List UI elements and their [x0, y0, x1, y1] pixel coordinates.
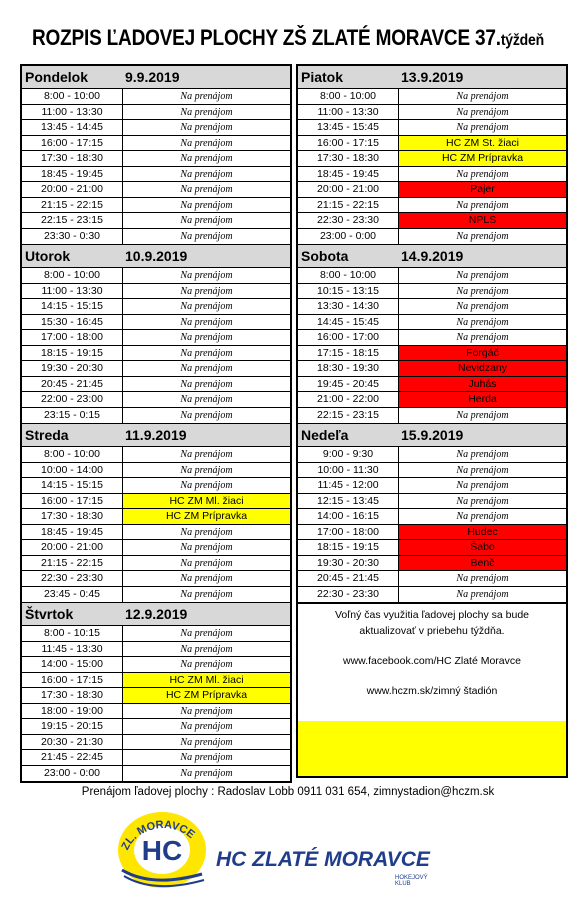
slot-status: Na prenájom: [456, 573, 509, 584]
time-slot: 13:45 - 15:45: [298, 120, 399, 135]
slot-status: Na prenájom: [456, 199, 509, 211]
website-link[interactable]: www.hczm.sk/zimný štadión: [366, 685, 498, 697]
time-slot: 21:00 - 22:00: [298, 392, 399, 407]
slot-status: Na prenájom: [456, 464, 509, 476]
schedule-row: [22, 198, 290, 214]
schedule-row: [22, 213, 290, 229]
slot-status: Na prenájom: [456, 122, 509, 133]
time-slot: 14:00 - 16:15: [298, 509, 399, 524]
time-slot: 11:00 - 13:30: [22, 105, 123, 120]
schedule-row: [22, 509, 290, 525]
time-slot: 23:00 - 0:00: [22, 766, 123, 782]
day-name: Štvrtok: [25, 606, 74, 622]
slot-status: Na prenájom: [180, 588, 233, 600]
slot-status: HC ZM Prípravka: [123, 509, 290, 524]
day-header: [22, 245, 290, 268]
schedule-row: [22, 642, 290, 658]
time-slot: 21:15 - 22:15: [298, 198, 399, 213]
schedule-row: [298, 587, 566, 603]
day-section: [298, 424, 566, 603]
day-name: Sobota: [301, 248, 349, 264]
time-slot: 20:00 - 21:00: [22, 540, 123, 555]
time-slot: 8:00 - 10:00: [22, 89, 123, 104]
time-slot: 18:45 - 19:45: [298, 167, 399, 182]
schedule-row: [22, 704, 290, 720]
time-slot: 23:15 - 0:15: [22, 408, 123, 424]
schedule-row: [298, 408, 566, 424]
day-header: [22, 66, 290, 89]
slot-status: Na prenájom: [180, 332, 233, 343]
time-slot: 13:30 - 14:30: [298, 299, 399, 314]
time-slot: 18:45 - 19:45: [22, 167, 123, 182]
contact-footer: Prenájom ľadovej plochy : Radoslav Lobb 0911 031 654, zimnystadion@hczm.sk: [81, 786, 495, 798]
time-slot: 18:15 - 19:15: [298, 540, 399, 555]
slot-status: Na prenájom: [180, 464, 233, 476]
title-suffix: týždeň: [500, 29, 544, 49]
slot-status: Na prenájom: [180, 316, 233, 328]
schedule-row: [22, 478, 290, 494]
slot-status: HC ZM Prípravka: [399, 151, 566, 166]
schedule-row: [298, 167, 566, 183]
time-slot: 11:00 - 13:30: [22, 284, 123, 299]
time-slot: 20:45 - 21:45: [298, 571, 399, 586]
slot-status: Na prenájom: [180, 721, 233, 732]
schedule-row: [22, 229, 290, 245]
slot-status: Na prenájom: [180, 137, 233, 149]
slot-status: Na prenájom: [180, 480, 233, 491]
slot-status: Na prenájom: [180, 106, 233, 118]
schedule-row: [22, 136, 290, 152]
time-slot: 17:30 - 18:30: [22, 151, 123, 166]
slot-status: Na prenájom: [180, 230, 233, 242]
day-date: 15.9.2019: [401, 427, 464, 443]
time-slot: 21:45 - 22:45: [22, 750, 123, 765]
schedule-row: [22, 89, 290, 105]
time-slot: 16:00 - 17:15: [22, 136, 123, 151]
logo-emblem: [112, 808, 222, 892]
slot-status: Na prenájom: [180, 347, 233, 359]
time-slot: 14:00 - 15:00: [22, 657, 123, 672]
day-name: Piatok: [301, 69, 344, 85]
schedule-row: [22, 556, 290, 572]
slot-status: Na prenájom: [180, 628, 233, 639]
schedule-row: [22, 750, 290, 766]
slot-status: HC ZM Ml. žiaci: [123, 494, 290, 509]
day-section: [22, 245, 290, 424]
schedule-row: [298, 361, 566, 377]
schedule-row: [298, 315, 566, 331]
slot-status: Na prenájom: [180, 285, 233, 297]
schedule-row: [22, 447, 290, 463]
schedule-row: [298, 229, 566, 245]
schedule-row: [298, 105, 566, 121]
slot-status: Na prenájom: [180, 378, 233, 390]
time-slot: 20:30 - 21:30: [22, 735, 123, 750]
time-slot: 22:30 - 23:30: [298, 587, 399, 603]
slot-status: Na prenájom: [456, 495, 509, 507]
notice-line: Voľný čas využitia ľadovej plochy sa bude: [334, 609, 530, 621]
time-slot: 8:00 - 10:00: [22, 447, 123, 462]
schedule-row: [298, 89, 566, 105]
schedule-row: [298, 463, 566, 479]
time-slot: 12:15 - 13:45: [298, 494, 399, 509]
schedule-row: [22, 330, 290, 346]
time-slot: 14:45 - 15:45: [298, 315, 399, 330]
time-slot: 23:45 - 0:45: [22, 587, 123, 603]
schedule-row: [298, 540, 566, 556]
time-slot: 17:15 - 18:15: [298, 346, 399, 361]
day-header: [22, 424, 290, 447]
schedule-row: [298, 494, 566, 510]
slot-status: Forgáč: [399, 346, 566, 361]
schedule-row: [298, 509, 566, 525]
schedule-row: [22, 657, 290, 673]
time-slot: 21:15 - 22:15: [22, 198, 123, 213]
schedule-row: [22, 673, 290, 689]
schedule-row: [22, 299, 290, 315]
time-slot: 17:30 - 18:30: [298, 151, 399, 166]
schedule-row: [298, 299, 566, 315]
slot-status: NPLS: [399, 213, 566, 228]
slot-status: Na prenájom: [456, 332, 509, 343]
time-slot: 10:15 - 13:15: [298, 284, 399, 299]
schedule-left-column: [20, 64, 292, 783]
slot-status: Na prenájom: [180, 122, 233, 133]
time-slot: 10:00 - 14:00: [22, 463, 123, 478]
day-header: [298, 424, 566, 447]
slot-status: Na prenájom: [180, 526, 233, 538]
time-slot: 20:00 - 21:00: [298, 182, 399, 197]
highlight-box: [298, 721, 566, 776]
slot-status: Na prenájom: [180, 449, 233, 460]
day-section: [298, 245, 566, 424]
time-slot: 14:15 - 15:15: [22, 478, 123, 493]
time-slot: 18:45 - 19:45: [22, 525, 123, 540]
schedule-row: [22, 408, 290, 424]
logo-ring-text: ZL. MORAVCE: [119, 818, 197, 853]
schedule-row: [22, 688, 290, 704]
schedule-row: [298, 447, 566, 463]
schedule-row: [298, 198, 566, 214]
time-slot: 17:00 - 18:00: [22, 330, 123, 345]
schedule-row: [22, 626, 290, 642]
slot-status: Juhás: [399, 377, 566, 392]
slot-status: Na prenájom: [456, 480, 509, 491]
slot-status: Na prenájom: [180, 542, 233, 553]
time-slot: 22:00 - 23:00: [22, 392, 123, 407]
slot-status: Herda: [399, 392, 566, 407]
schedule-row: [22, 494, 290, 510]
time-slot: 8:00 - 10:00: [298, 89, 399, 104]
slot-status: Na prenájom: [180, 270, 233, 281]
day-date: 11.9.2019: [125, 427, 187, 443]
schedule-row: [22, 392, 290, 408]
time-slot: 9:00 - 9:30: [298, 447, 399, 462]
slot-status: HC ZM Prípravka: [123, 688, 290, 703]
time-slot: 16:00 - 17:00: [298, 330, 399, 345]
schedule-row: [22, 167, 290, 183]
slot-status: Na prenájom: [180, 363, 233, 374]
schedule-row: [22, 377, 290, 393]
schedule-row: [22, 587, 290, 603]
slot-status: Na prenájom: [180, 168, 233, 180]
slot-status: Na prenájom: [180, 557, 233, 569]
schedule-row: [22, 182, 290, 198]
schedule-row: [298, 268, 566, 284]
time-slot: 15:30 - 16:45: [22, 315, 123, 330]
schedule-row: [22, 766, 290, 782]
schedule-row: [298, 346, 566, 362]
time-slot: 14:15 - 15:15: [22, 299, 123, 314]
schedule-row: [22, 361, 290, 377]
schedule-row: [22, 105, 290, 121]
day-section: [22, 66, 290, 245]
slot-status: Na prenájom: [180, 153, 233, 164]
day-header: [298, 66, 566, 89]
slot-status: Na prenájom: [456, 168, 509, 180]
slot-status: HC ZM Ml. žiaci: [123, 673, 290, 688]
slot-status: Na prenájom: [180, 199, 233, 211]
slot-status: HC ZM St. žiaci: [399, 136, 566, 151]
schedule-row: [22, 719, 290, 735]
slot-status: Na prenájom: [180, 736, 233, 748]
slot-status: Na prenájom: [456, 409, 509, 421]
schedule-row: [298, 330, 566, 346]
schedule-row: [298, 284, 566, 300]
schedule-row: [298, 151, 566, 167]
schedule-row: [22, 571, 290, 587]
title-main: ROZPIS ĽADOVEJ PLOCHY ZŠ ZLATÉ MORAVCE 37.: [32, 26, 501, 51]
schedule-row: [298, 392, 566, 408]
day-header: [298, 245, 566, 268]
time-slot: 11:45 - 12:00: [298, 478, 399, 493]
time-slot: 11:45 - 13:30: [22, 642, 123, 657]
day-name: Nedeľa: [301, 427, 349, 443]
slot-status: Benč: [399, 556, 566, 571]
slot-status: Na prenájom: [456, 511, 509, 522]
time-slot: 8:00 - 10:00: [298, 268, 399, 283]
slot-status: Na prenájom: [456, 588, 509, 600]
time-slot: 16:00 - 17:15: [22, 494, 123, 509]
slot-status: Na prenájom: [180, 705, 233, 717]
day-date: 12.9.2019: [125, 606, 188, 622]
schedule-row: [298, 136, 566, 152]
schedule-row: [298, 556, 566, 572]
slot-status: Na prenájom: [180, 767, 233, 779]
schedule-row: [22, 268, 290, 284]
slot-status: Na prenájom: [456, 301, 509, 312]
schedule-row: [298, 182, 566, 198]
time-slot: 11:00 - 13:30: [298, 105, 399, 120]
time-slot: 18:15 - 19:15: [22, 346, 123, 361]
slot-status: Na prenájom: [180, 643, 233, 655]
schedule-row: [298, 213, 566, 229]
time-slot: 16:00 - 17:15: [298, 136, 399, 151]
day-date: 13.9.2019: [401, 69, 464, 85]
slot-status: Na prenájom: [180, 573, 233, 584]
schedule-row: [298, 377, 566, 393]
day-date: 10.9.2019: [125, 248, 188, 264]
logo-subtitle: HOKEJOVÝ KLUB: [395, 875, 428, 887]
day-name: Streda: [25, 427, 69, 443]
schedule-row: [22, 525, 290, 541]
time-slot: 20:00 - 21:00: [22, 182, 123, 197]
slot-status: Na prenájom: [180, 394, 233, 405]
slot-status: Nevidzany: [399, 361, 566, 376]
day-section: [298, 66, 566, 245]
schedule-row: [298, 478, 566, 494]
schedule-row: [298, 120, 566, 136]
time-slot: 17:30 - 18:30: [22, 509, 123, 524]
time-slot: 19:45 - 20:45: [298, 377, 399, 392]
schedule-row: [22, 284, 290, 300]
time-slot: 8:00 - 10:00: [22, 268, 123, 283]
slot-status: Šabo: [399, 540, 566, 555]
schedule-right-column: [296, 64, 568, 778]
time-slot: 19:30 - 20:30: [22, 361, 123, 376]
schedule-row: [298, 525, 566, 541]
facebook-link[interactable]: www.facebook.com/HC Zlaté Moravce: [343, 655, 521, 667]
slot-status: Na prenájom: [180, 215, 233, 226]
club-logo: [112, 808, 442, 892]
schedule-row: [298, 571, 566, 587]
slot-status: Na prenájom: [456, 270, 509, 281]
day-header: [22, 603, 290, 626]
slot-status: Na prenájom: [456, 91, 509, 102]
time-slot: 22:15 - 23:15: [298, 408, 399, 424]
page-title: [0, 26, 576, 51]
schedule-row: [22, 540, 290, 556]
time-slot: 17:00 - 18:00: [298, 525, 399, 540]
schedule-row: [22, 346, 290, 362]
slot-status: Na prenájom: [456, 285, 509, 297]
slot-status: Na prenájom: [180, 752, 233, 763]
slot-status: Na prenájom: [180, 409, 233, 421]
slot-status: Na prenájom: [456, 316, 509, 328]
time-slot: 22:15 - 23:15: [22, 213, 123, 228]
slot-status: Pajer: [399, 182, 566, 197]
time-slot: 22:30 - 23:30: [298, 213, 399, 228]
day-name: Utorok: [25, 248, 71, 264]
slot-status: Na prenájom: [180, 184, 233, 195]
time-slot: 19:30 - 20:30: [298, 556, 399, 571]
slot-status: Na prenájom: [456, 230, 509, 242]
day-name: Pondelok: [25, 69, 89, 85]
day-section: [22, 424, 290, 603]
schedule-row: [22, 463, 290, 479]
time-slot: 8:00 - 10:15: [22, 626, 123, 641]
slot-status: Na prenájom: [180, 91, 233, 102]
slot-status: Hudec: [399, 525, 566, 540]
time-slot: 23:00 - 0:00: [298, 229, 399, 245]
schedule-row: [22, 120, 290, 136]
time-slot: 13:45 - 14:45: [22, 120, 123, 135]
schedule-row: [22, 735, 290, 751]
day-section: [22, 603, 290, 781]
info-panel: [298, 603, 566, 776]
slot-status: Na prenájom: [456, 449, 509, 460]
time-slot: 16:00 - 17:15: [22, 673, 123, 688]
notice-text: [298, 604, 566, 639]
time-slot: 18:00 - 19:00: [22, 704, 123, 719]
time-slot: 20:45 - 21:45: [22, 377, 123, 392]
slot-status: Na prenájom: [180, 301, 233, 312]
logo-club-name: HC ZLATÉ MORAVCE: [216, 848, 430, 871]
time-slot: 19:15 - 20:15: [22, 719, 123, 734]
time-slot: 22:30 - 23:30: [22, 571, 123, 586]
time-slot: 21:15 - 22:15: [22, 556, 123, 571]
time-slot: 18:30 - 19:30: [298, 361, 399, 376]
day-date: 9.9.2019: [125, 69, 180, 85]
slot-status: Na prenájom: [456, 106, 509, 118]
notice-line: aktualizovať v priebehu týždňa.: [359, 625, 505, 637]
logo-mark: HC: [141, 835, 183, 866]
time-slot: 17:30 - 18:30: [22, 688, 123, 703]
time-slot: 10:00 - 11:30: [298, 463, 399, 478]
day-date: 14.9.2019: [401, 248, 464, 264]
schedule-row: [22, 315, 290, 331]
slot-status: Na prenájom: [180, 659, 233, 670]
time-slot: 23:30 - 0:30: [22, 229, 123, 245]
schedule-row: [22, 151, 290, 167]
